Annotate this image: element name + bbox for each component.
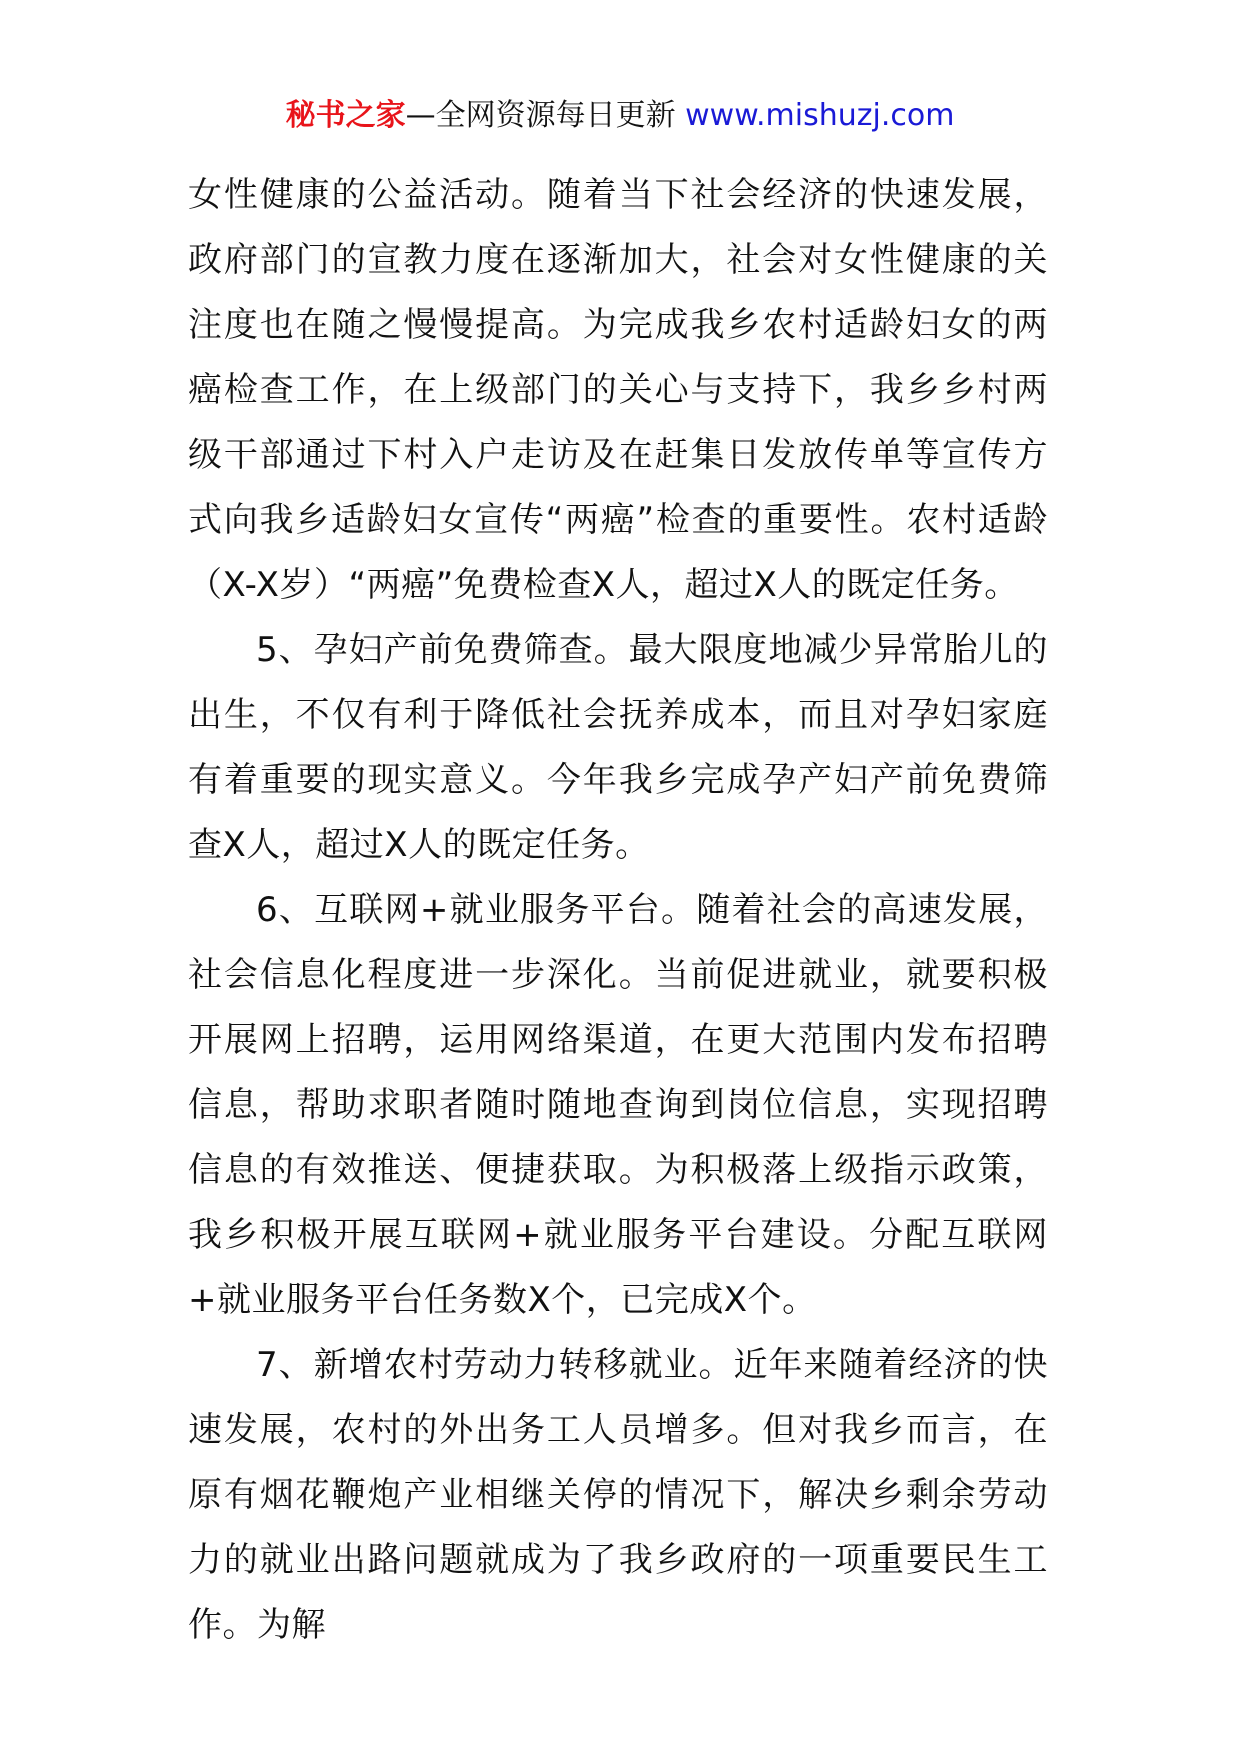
document-body [188,163,1048,1658]
paragraph-item-7: 7、新增农村劳动力转移就业。近年来随着经济的快速发展，农村的外出务工人员增多。但对我乡而言，在原有烟花鞭炮产业相继关停的情况下，解决乡剩余劳动力的就业出路问题就成为了我乡政府的一项重要民生工作。为解 [188,1345,1048,1645]
page-header [0,96,1240,136]
paragraph-item-6: 6、互联网+就业服务平台。随着社会的高速发展，社会信息化程度进一步深化。当前促进就业，就要积极开展网上招聘，运用网络渠道，在更大范围内发布招聘信息，帮助求职者随时随地查询到岗位信息，实现招聘信息的有效推送、便捷获取。为积极落上级指示政策，我乡积极开展互联网+就业服务平台建设。分配互联网+就业服务平台任务数X个，已完成X个。 [188,890,1048,1320]
paragraph-continued: 女性健康的公益活动。随着当下社会经济的快速发展，政府部门的宣教力度在逐渐加大，社会对女性健康的关注度也在随之慢慢提高。为完成我乡农村适龄妇女的两癌检查工作，在上级部门的关心与支持下，我乡乡村两级干部通过下村入户走访及在赶集日发放传单等宣传方式向我乡适龄妇女宣传“两癌”检查的重要性。农村适龄（X-X岁）“两癌”免费检查X人，超过X人的既定任务。 [188,175,1048,605]
site-brand: 秘书之家 [285,98,406,133]
site-slogan: —全网资源每日更新 [405,98,686,133]
paragraph-item-5: 5、孕妇产前免费筛查。最大限度地减少异常胎儿的出生，不仅有利于降低社会抚养成本，而且对孕妇家庭有着重要的现实意义。今年我乡完成孕产妇产前免费筛查X人，超过X人的既定任务。 [188,630,1048,865]
site-url-link[interactable]: www.mishuzj.com [685,98,955,133]
